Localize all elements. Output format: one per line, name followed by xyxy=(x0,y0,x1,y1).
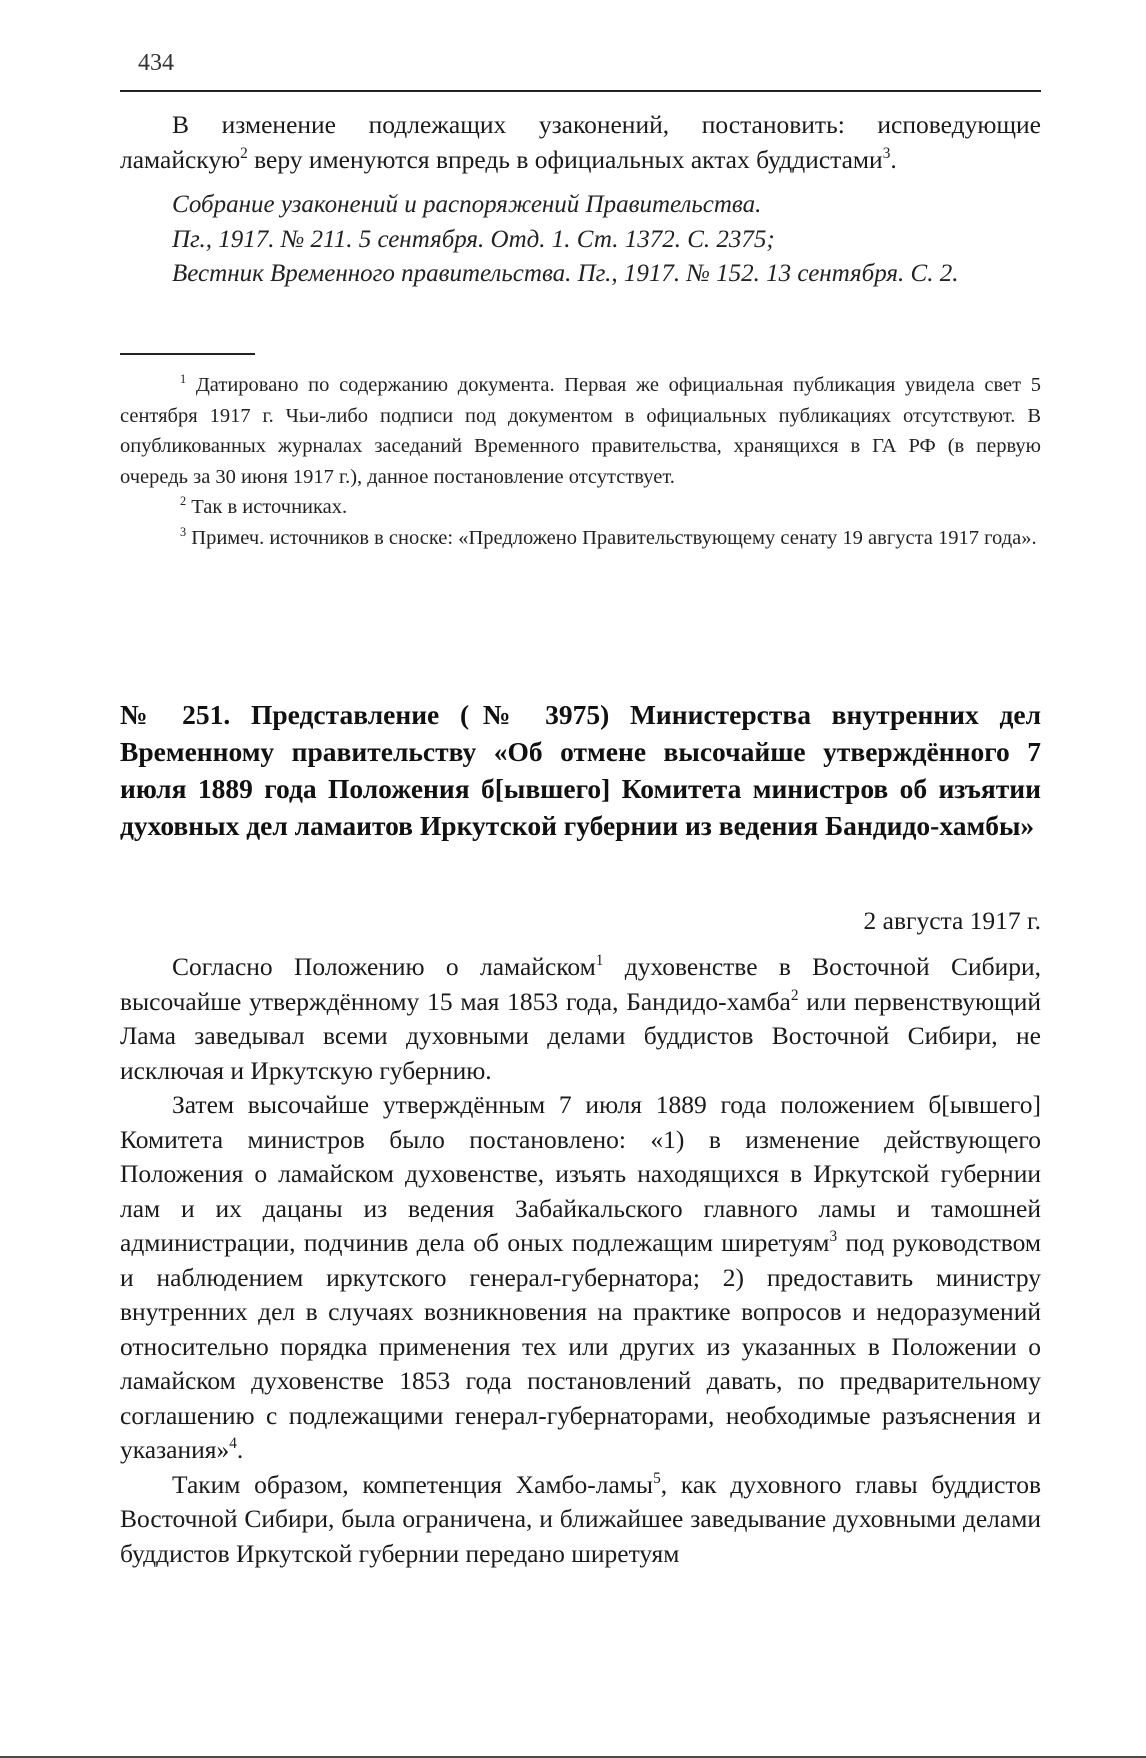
footnote-ref[interactable]: 2 xyxy=(790,986,799,1004)
footnote-text: Датировано по содержанию документа. Первая же официальная публикация увидела свет 5 сентября 1917 г. Чьи-либо подписи под документом в официальных публикациях отсутствуют. В опубликованных журналах заседаний Временного правительства, хранящихся в ГА РФ (в первую очередь за 30 июня 1917 г.), данное постановление отсутствует. xyxy=(120,374,1041,488)
header-rule xyxy=(120,90,1041,92)
source-citation xyxy=(172,188,1052,292)
body-paragraph-2 xyxy=(120,1088,1041,1468)
text-run: Таким образом, компетенция Хамбо-ламы xyxy=(172,1469,654,1499)
body-paragraph-3 xyxy=(120,1468,1041,1572)
intro-paragraph xyxy=(120,108,1041,177)
text-run: . xyxy=(890,144,897,174)
text-run: В изменение подлежащих узаконений, постановить: исповедующие ламайскую xyxy=(120,110,1041,174)
text-run: , как духовного главы буддистов Восточной Сибири, была ограничена, и ближайшее заведывание духовными делами буддистов Иркутской губернии передано ширетуям xyxy=(120,1469,1041,1568)
footnote-ref[interactable]: 3 xyxy=(882,144,891,162)
intro-text xyxy=(120,108,1041,177)
footnotes xyxy=(120,370,1041,553)
footnote-separator xyxy=(120,353,255,355)
source-line: Вестник Временного правительства. Пг., 1917. № 152. 13 сентября. С. 2. xyxy=(172,260,959,287)
document-body xyxy=(120,950,1041,1571)
footnote-1 xyxy=(120,370,1041,492)
document-title: № 251. Представление (№ 3975) Министерства внутренних дел Временному правительству «Об отмене высочайше утверждённого 7 июля 1889 года Положения б[ывшего] Комитета министров об изъятии духовных дел ламаитов Иркутской губернии из ведения Бандидо-хамбы» xyxy=(120,699,1041,841)
text-run: духовенстве в Восточной Сибири, высочайше утверждённому 15 мая 1853 года, Бандидо-хамба xyxy=(120,952,1042,1016)
text-run: Согласно Положению о ламайском xyxy=(172,952,596,981)
text-run: или первенствующий Лама заведывал всеми духовными делами буддистов Восточной Сибири, не исключая и Иркутскую губернию. xyxy=(120,986,1041,1085)
page-number: 434 xyxy=(138,50,174,76)
text-run: веру именуются впредь в официальных актах буддистами xyxy=(247,144,883,174)
footnote-3 xyxy=(120,523,1041,554)
footnote-text: Примеч. источников в сноске: «Предложено Правительствующему сенату 19 августа 1917 года». xyxy=(186,526,1037,549)
source-line: Пг., 1917. № 211. 5 сентября. Отд. 1. Ст. 1372. С. 2375; xyxy=(172,225,775,253)
footnote-ref[interactable]: 4 xyxy=(229,1435,237,1453)
text-run: под руководством и наблюдением иркутского генерал-губернатора; 2) предоставить министру внутренних дел в случаях возникновения на практике вопросов и недоразумений относительно порядка применения тех или других из указанных в Положении о ламайском духовенстве 1853 года постановлений давать, по предварительному соглашению с подлежащими генерал-губернаторами, необходимые разъяснения и указания» xyxy=(120,1228,1041,1464)
text-run: Затем высочайше утверждённым 7 июля 1889 года положением б[ывшего] Комитета министров было постановлено: «1) в изменение действующего Положения о ламайском духовенстве, изъять находящихся в Иркутской губернии лам и их дацаны из ведения Забайкальского главного ламы и тамошней администрации, подчинив дела об оных подлежащим ширетуям xyxy=(120,1090,1041,1257)
footnote-ref[interactable]: 5 xyxy=(653,1469,661,1487)
source-line: Собрание узаконений и распоряжений Правительства. xyxy=(172,191,762,218)
footnote-ref[interactable]: 1 xyxy=(595,952,604,970)
footnote-ref[interactable]: 3 xyxy=(829,1228,838,1246)
footnote-marker: 3 xyxy=(180,524,187,539)
footnote-2 xyxy=(120,492,1041,523)
footnote-marker: 1 xyxy=(180,372,187,387)
footnote-ref[interactable]: 2 xyxy=(240,144,248,162)
footnote-marker: 2 xyxy=(180,494,187,509)
document-date: 2 августа 1917 г. xyxy=(863,906,1041,935)
footnote-text: Так в источниках. xyxy=(186,496,348,518)
body-paragraph-1 xyxy=(120,950,1041,1088)
text-run: . xyxy=(236,1435,244,1464)
